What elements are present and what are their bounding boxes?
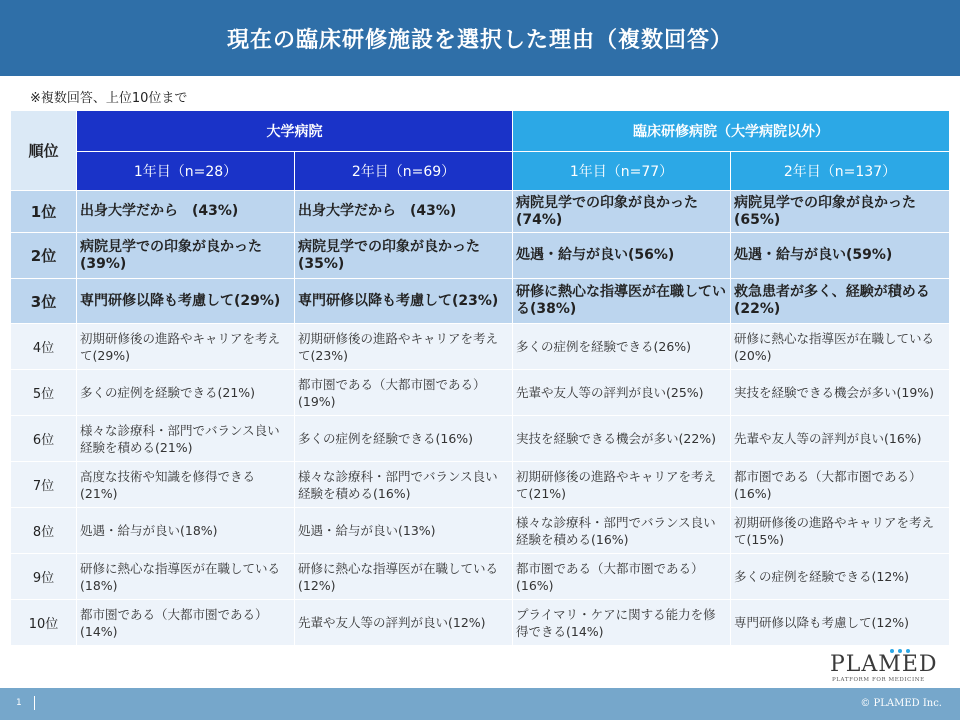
table-row <box>11 233 950 279</box>
table-cell: 多くの症例を経験できる(16%) <box>295 416 513 462</box>
table-cell: 多くの症例を経験できる(26%) <box>513 324 731 370</box>
rank-label: 4位 <box>11 324 77 370</box>
table-cell: 高度な技術や知識を修得できる(21%) <box>77 462 295 508</box>
group-header-university: 大学病院 <box>77 111 513 152</box>
table-cell: 救急患者が多く、経験が積める(22%) <box>731 279 950 324</box>
rank-label: 5位 <box>11 370 77 416</box>
table-cell: 多くの症例を経験できる(12%) <box>731 554 950 600</box>
rank-label: 7位 <box>11 462 77 508</box>
table-row <box>11 191 950 233</box>
table-cell: 都市圏である（大都市圏である）(16%) <box>513 554 731 600</box>
table-row <box>11 600 950 646</box>
rank-label: 10位 <box>11 600 77 646</box>
table-cell: 初期研修後の進路やキャリアを考えて(23%) <box>295 324 513 370</box>
table-row <box>11 554 950 600</box>
col-univ-year2: 2年目（n=69） <box>295 152 513 191</box>
table-cell: 出身大学だから (43%) <box>295 191 513 233</box>
title-bar <box>0 0 960 76</box>
rank-header: 順位 <box>11 111 77 191</box>
page-number: 1 <box>16 698 22 708</box>
table-cell: 実技を経験できる機会が多い(19%) <box>731 370 950 416</box>
col-hosp-year1: 1年目（n=77） <box>513 152 731 191</box>
col-univ-year1: 1年目（n=28） <box>77 152 295 191</box>
plamed-logo <box>830 650 940 684</box>
table-cell: 出身大学だから (43%) <box>77 191 295 233</box>
table-cell: 研修に熱心な指導医が在職している(38%) <box>513 279 731 324</box>
table-cell: 専門研修以降も考慮して(23%) <box>295 279 513 324</box>
copyright-text: © PLAMED Inc. <box>860 698 942 709</box>
table-row <box>11 508 950 554</box>
logo-name: PLAMED <box>830 652 938 677</box>
footer-bar <box>0 688 960 720</box>
table-cell: 病院見学での印象が良かった(39%) <box>77 233 295 279</box>
table-cell: プライマリ・ケアに関する能力を修得できる(14%) <box>513 600 731 646</box>
table-cell: 研修に熱心な指導医が在職している(20%) <box>731 324 950 370</box>
table-cell: 先輩や友人等の評判が良い(25%) <box>513 370 731 416</box>
table-cell: 専門研修以降も考慮して(12%) <box>731 600 950 646</box>
page-title: 現在の臨床研修施設を選択した理由（複数回答） <box>226 27 733 53</box>
rank-label: 6位 <box>11 416 77 462</box>
table-cell: 様々な診療科・部門でバランス良い経験を積める(21%) <box>77 416 295 462</box>
group-header-training-hospital: 臨床研修病院（大学病院以外） <box>513 111 950 152</box>
table-cell: 処遇・給与が良い(18%) <box>77 508 295 554</box>
rank-label: 2位 <box>11 233 77 279</box>
table-cell: 様々な診療科・部門でバランス良い経験を積める(16%) <box>513 508 731 554</box>
table-cell: 都市圏である（大都市圏である）(19%) <box>295 370 513 416</box>
table-cell: 初期研修後の進路やキャリアを考えて(21%) <box>513 462 731 508</box>
table-cell: 初期研修後の進路やキャリアを考えて(15%) <box>731 508 950 554</box>
rank-label: 9位 <box>11 554 77 600</box>
table-cell: 初期研修後の進路やキャリアを考えて(29%) <box>77 324 295 370</box>
table-cell: 都市圏である（大都市圏である）(16%) <box>731 462 950 508</box>
rank-label: 1位 <box>11 191 77 233</box>
table-cell: 病院見学での印象が良かった(35%) <box>295 233 513 279</box>
col-hosp-year2: 2年目（n=137） <box>731 152 950 191</box>
table-cell: 都市圏である（大都市圏である）(14%) <box>77 600 295 646</box>
table-cell: 様々な診療科・部門でバランス良い経験を積める(16%) <box>295 462 513 508</box>
page-divider <box>34 696 35 710</box>
table-cell: 病院見学での印象が良かった(65%) <box>731 191 950 233</box>
logo-tagline: PLATFORM FOR MEDICINE <box>832 677 925 683</box>
table-cell: 処遇・給与が良い(13%) <box>295 508 513 554</box>
table-row <box>11 370 950 416</box>
table-cell: 処遇・給与が良い(56%) <box>513 233 731 279</box>
rank-label: 3位 <box>11 279 77 324</box>
table-cell: 処遇・給与が良い(59%) <box>731 233 950 279</box>
rank-label: 8位 <box>11 508 77 554</box>
table-cell: 実技を経験できる機会が多い(22%) <box>513 416 731 462</box>
table-row <box>11 462 950 508</box>
table-cell: 研修に熱心な指導医が在職している(18%) <box>77 554 295 600</box>
table-row <box>11 416 950 462</box>
table-cell: 専門研修以降も考慮して(29%) <box>77 279 295 324</box>
table-cell: 研修に熱心な指導医が在職している(12%) <box>295 554 513 600</box>
table-cell: 先輩や友人等の評判が良い(12%) <box>295 600 513 646</box>
table-cell: 多くの症例を経験できる(21%) <box>77 370 295 416</box>
ranking-table <box>10 110 950 646</box>
table-row <box>11 324 950 370</box>
table-row <box>11 279 950 324</box>
table-cell: 病院見学での印象が良かった(74%) <box>513 191 731 233</box>
note-text: ※複数回答、上位10位まで <box>30 91 188 106</box>
table-cell: 先輩や友人等の評判が良い(16%) <box>731 416 950 462</box>
